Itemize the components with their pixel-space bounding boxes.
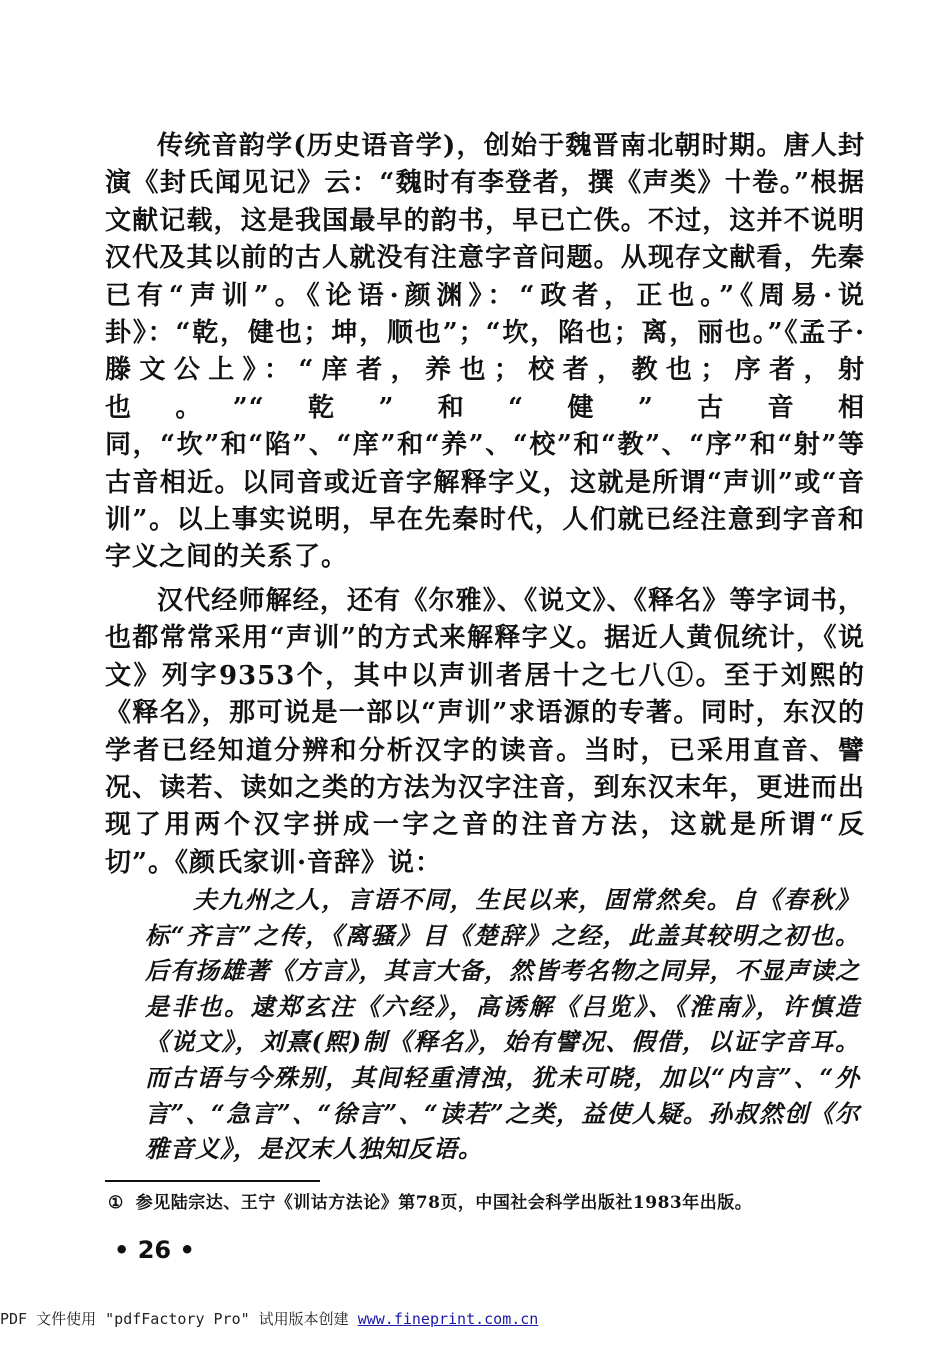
footnote-text: 参见陆宗达、王宁《训诂方法论》第78页，中国社会科学出版社1983年出版。 xyxy=(135,1193,753,1213)
body-section-2 xyxy=(105,583,865,882)
paragraph-han-dynasty: 汉代经师解经，还有《尔雅》、《说文》、《释名》等字词书，也都常常采用“声训”的方式来解释字义。据近人黄侃统计，《说文》列字9353个，其中以声训者居十之七八①。至于刘熙的《释名》，那可说是一部以“声训”求语源的专著。同时，东汉的学者已经知道分辨和分析汉字的读音。当时，已采用直音、譬况、读若、读如之类的方法为汉字注音，到东汉末年，更进而出现了用两个汉字拼成一字之音的注音方法，这就是所谓“反切”。《颜氏家训·音辞》说： xyxy=(105,586,865,878)
pdf-watermark xyxy=(0,1308,952,1329)
block-quote xyxy=(145,882,860,1167)
body-section-1 xyxy=(105,128,865,577)
watermark-text: PDF 文件使用 "pdfFactory Pro" 试用版本创建 xyxy=(0,1310,358,1328)
footnote-marker: ① xyxy=(108,1193,124,1213)
footnote-divider xyxy=(105,1180,320,1182)
page-number: • 26 • xyxy=(114,1236,195,1264)
footnote xyxy=(108,1190,868,1216)
paragraph-phonology-origins: 传统音韵学(历史语音学)，创始于魏晋南北朝时期。唐人封演《封氏闻见记》云：“魏时有李登者，撰《声类》十卷。”根据文献记载，这是我国最早的韵书，早已亡佚。不过，这并不说明汉代及其以前的古人就没有注意字音问题。从现存文献看，先秦已有“声训”。《论语·颜渊》：“政者，正也。”《周易·说卦》：“乾，健也；坤，顺也”；“坎，陷也；离，丽也。”《孟子·滕文公上》：“庠者，养也；校者，教也；序者，射也。”“乾”和“健”古音相同，“坎”和“陷”、“庠”和“养”、“校”和“教”、“序”和“射”等古音相近。以同音或近音字解释字义，这就是所谓“声训”或“音训”。以上事实说明，早在先秦时代，人们就已经注意到字音和字义之间的关系了。 xyxy=(105,131,865,573)
quote-text: 夫九州之人，言语不同，生民以来，固常然矣。自《春秋》标“齐言”之传，《离骚》目《楚辞》之经，此盖其较明之初也。后有扬雄著《方言》，其言大备，然皆考名物之同异，不显声读之是非也。逮郑玄注《六经》，高诱解《吕览》、《淮南》，许慎造《说文》，刘熹(熙)制《释名》，始有譬况、假借，以证字音耳。而古语与今殊别，其间轻重清浊，犹未可晓，加以“内言”、“外言”、“急言”、“徐言”、“读若”之类，益使人疑。孙叔然创《尔雅音义》，是汉末人独知反语。 xyxy=(145,885,860,1164)
watermark-link[interactable]: www.fineprint.com.cn xyxy=(357,1310,539,1328)
